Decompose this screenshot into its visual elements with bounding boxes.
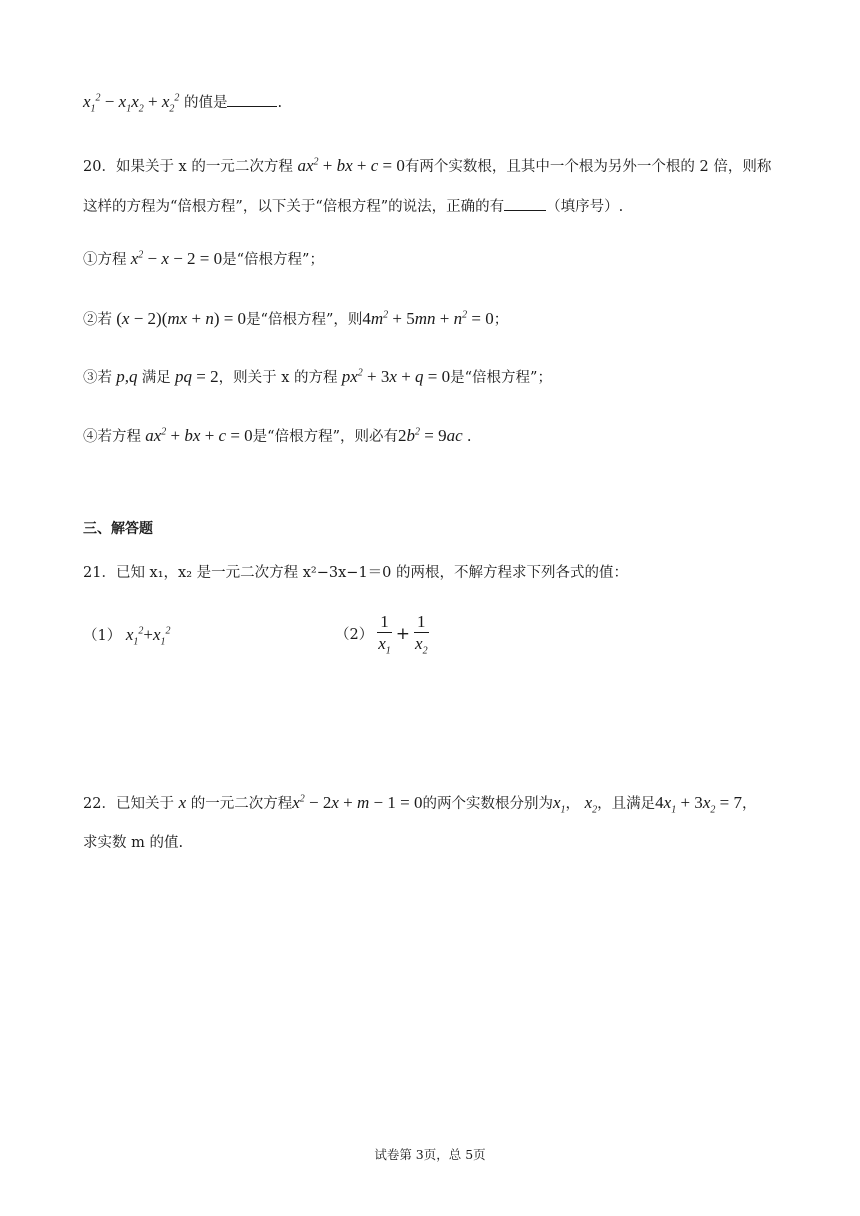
q22-comma: ， xyxy=(565,796,581,812)
q20-item1-suffix: 是“倍根方程”； xyxy=(222,252,324,268)
q22-comma2: ， xyxy=(741,796,757,812)
page-footer: 试卷第 3页，总 5页 xyxy=(374,1147,486,1162)
q19-expression: $x_1^2 - x_1x_2 + x_2^2$ xyxy=(83,92,180,115)
q20-text-d: （填序号）. xyxy=(546,199,624,215)
q20-item4-result: $2b^2 = 9ac$ xyxy=(398,426,467,445)
q20-item2 xyxy=(83,309,508,330)
q20-item1 xyxy=(83,249,324,270)
q21-part1-label: （1） xyxy=(83,628,122,644)
q20-answer-blank[interactable] xyxy=(504,196,546,211)
q20-item4-equation: $ax^2$ + bx + c = 0 xyxy=(141,426,253,445)
q20-item3 xyxy=(83,367,552,388)
q21-part1-expression: $x_1^2+x_1^2$ xyxy=(125,625,171,648)
q20-item1-prefix: ①方程 xyxy=(83,252,127,268)
q20-item3-vars: p,q xyxy=(112,367,142,386)
q22-text-c: 的两个实数根分别为 xyxy=(422,796,553,812)
q22-text-e: ，且满足 xyxy=(597,796,656,812)
q20-item3-suffix: 是“倍根方程”； xyxy=(450,370,552,386)
q20-text-a: 20．如果关于 x 的一元二次方程 xyxy=(83,159,293,175)
q22-condition: $4x_1 + 3x_2 = 7$ xyxy=(655,793,742,816)
q20-item2-equation: (x − 2)(mx + n) = 0 xyxy=(116,309,247,328)
q21-stem: 21．已知 x₁，x₂ 是一元二次方程 x²−3x−1＝0 的两根，不解方程求下列各式的值： xyxy=(83,565,629,581)
q21-fraction-1: $\frac{1}{x_1}$ xyxy=(378,612,391,657)
q20-equation: $ax^2$ + bx + c = 0 xyxy=(297,156,405,175)
q20-item4 xyxy=(83,426,472,447)
q20-item2-suffix: ； xyxy=(493,312,509,328)
q20-line2 xyxy=(83,196,623,217)
section-title: 三、解答题 xyxy=(83,521,153,537)
q20-item4-mid: 是“倍根方程”，则必有 xyxy=(252,429,398,445)
q22-root2: $x_2$ xyxy=(584,793,598,816)
q22-text-b: 的一元二次方程 xyxy=(190,796,293,812)
q22-equation: $x^2 - 2x + m - 1 = 0$ xyxy=(292,793,423,812)
q22-root1: $x_1$ xyxy=(552,793,566,816)
q19-end: . xyxy=(277,95,283,111)
q20-item3-mid2: ，则关于 x 的方程 xyxy=(218,370,338,386)
q20-text-b: 有两个实数根，且其中一个根为另外一个根的 2 倍，则称 xyxy=(404,159,772,175)
q20-item1-equation: $x^2 - x - 2 = 0$ xyxy=(126,249,223,268)
q20-item4-suffix: . xyxy=(466,429,472,445)
q22-line1 xyxy=(83,793,756,814)
q20-item3-prefix: ③若 xyxy=(83,370,112,386)
q21-part2 xyxy=(335,612,433,655)
q20-item2-prefix: ②若 xyxy=(83,312,112,328)
q22-var-x: x xyxy=(178,793,187,812)
q20-item3-equation: $px^2 + 3x + q = 0$ xyxy=(337,367,451,386)
q20-item4-prefix: ④若方程 xyxy=(83,429,141,445)
q20-item3-mid1: 满足 xyxy=(141,370,171,386)
q21-fraction-2: $\frac{1}{x_2}$ xyxy=(415,612,428,657)
q22-text-a: 22．已知关于 xyxy=(83,796,174,812)
plus-sign: + xyxy=(395,623,411,644)
q19-answer-blank[interactable] xyxy=(227,92,277,107)
q20-item2-mid: 是“倍根方程”，则 xyxy=(246,312,363,328)
q20-text-c: 这样的方程为“倍根方程”，以下关于“倍根方程”的说法，正确的有 xyxy=(83,199,505,215)
q20-item2-result: $4m^2 + 5mn + n^2 = 0$ xyxy=(362,309,494,328)
q22-line2: 求实数 m 的值. xyxy=(83,835,184,851)
q20-line1 xyxy=(83,156,771,177)
q20-item3-condition: pq = 2 xyxy=(170,367,219,386)
q21-part2-label: （2） xyxy=(335,627,374,643)
q21-part1 xyxy=(83,625,171,646)
q19-suffix: 的值是 xyxy=(183,95,228,111)
q19-tail-line xyxy=(83,92,282,113)
